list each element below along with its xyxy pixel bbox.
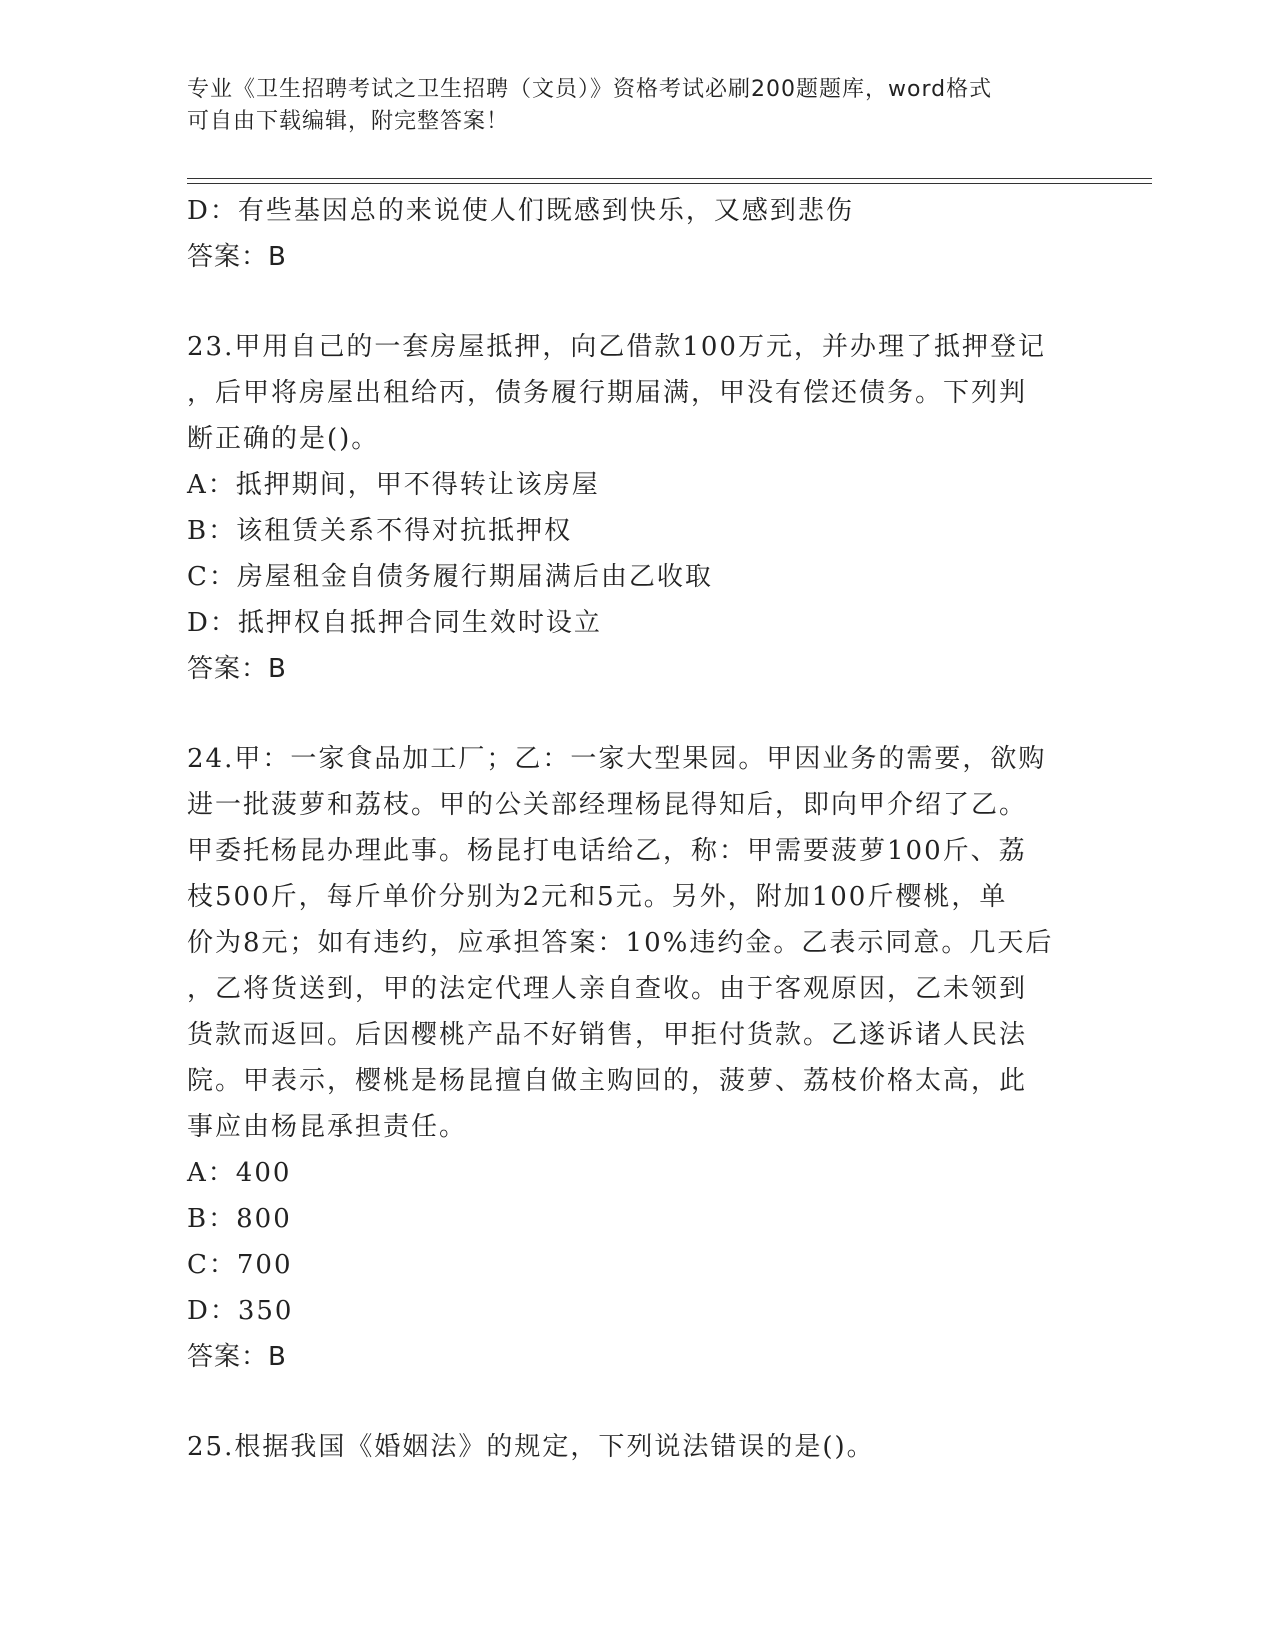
- question-23-answer: 答案：B: [187, 654, 287, 684]
- question-24-line-1: 24.甲：一家食品加工厂；乙：一家大型果园。甲因业务的需要，欲购: [187, 744, 1047, 774]
- question-23-option-c: C：房屋租金自债务履行期届满后由乙收取: [187, 562, 713, 592]
- question-content: [187, 188, 1077, 1470]
- question-24-option-b: B：800: [187, 1204, 292, 1234]
- header-rule-bottom: [187, 183, 1152, 184]
- question-24-option-a: A：400: [187, 1158, 292, 1188]
- question-23-line-2: ，后甲将房屋出租给丙，债务履行期届满，甲没有偿还债务。下列判: [187, 378, 1028, 408]
- question-25: [187, 1424, 1077, 1470]
- question-23-option-d: D：抵押权自抵押合同生效时设立: [187, 608, 602, 638]
- question-24-line-3: 甲委托杨昆办理此事。杨昆打电话给乙，称：甲需要菠萝100斤、荔: [187, 836, 1027, 866]
- spacer: [187, 280, 1077, 324]
- question-24-line-4: 枝500斤，每斤单价分别为2元和5元。另外，附加100斤樱桃，单: [187, 882, 1008, 912]
- question-24: [187, 736, 1077, 1380]
- question-23: [187, 324, 1077, 692]
- question-24-line-2: 进一批菠萝和荔枝。甲的公关部经理杨昆得知后，即向甲介绍了乙。: [187, 790, 1028, 820]
- question-24-line-7: 货款而返回。后因樱桃产品不好销售，甲拒付货款。乙遂诉诸人民法: [187, 1020, 1028, 1050]
- prev-question-answer: 答案：B: [187, 242, 287, 272]
- question-24-line-8: 院。甲表示，樱桃是杨昆擅自做主购回的，菠萝、荔枝价格太高，此: [187, 1066, 1028, 1096]
- question-23-option-b: B：该租赁关系不得对抗抵押权: [187, 516, 573, 546]
- question-24-answer: 答案：B: [187, 1342, 287, 1372]
- prev-question-option-d: D：有些基因总的来说使人们既感到快乐，又感到悲伤: [187, 196, 854, 226]
- page-header: [187, 74, 1067, 138]
- question-24-line-9: 事应由杨昆承担责任。: [187, 1112, 468, 1142]
- header-rule-top: [187, 178, 1152, 179]
- header-line-1: 专业《卫生招聘考试之卫生招聘（文员）》资格考试必刷200题题库，word格式: [187, 77, 993, 102]
- question-23-option-a: A：抵押期间，甲不得转让该房屋: [187, 470, 600, 500]
- question-25-line-1: 25.根据我国《婚姻法》的规定，下列说法错误的是()。: [187, 1432, 875, 1462]
- question-23-line-1: 23.甲用自己的一套房屋抵押，向乙借款100万元，并办理了抵押登记: [187, 332, 1046, 362]
- question-24-line-6: ，乙将货送到，甲的法定代理人亲自查收。由于客观原因，乙未领到: [187, 974, 1028, 1004]
- spacer: [187, 692, 1077, 736]
- spacer: [187, 1380, 1077, 1424]
- question-24-line-5: 价为8元；如有违约，应承担答案：10%违约金。乙表示同意。几天后: [187, 928, 1054, 958]
- question-23-line-3: 断正确的是()。: [187, 424, 380, 454]
- question-24-option-c: C：700: [187, 1250, 293, 1280]
- question-24-option-d: D：350: [187, 1296, 294, 1326]
- header-line-2: 可自由下载编辑，附完整答案！: [187, 109, 510, 134]
